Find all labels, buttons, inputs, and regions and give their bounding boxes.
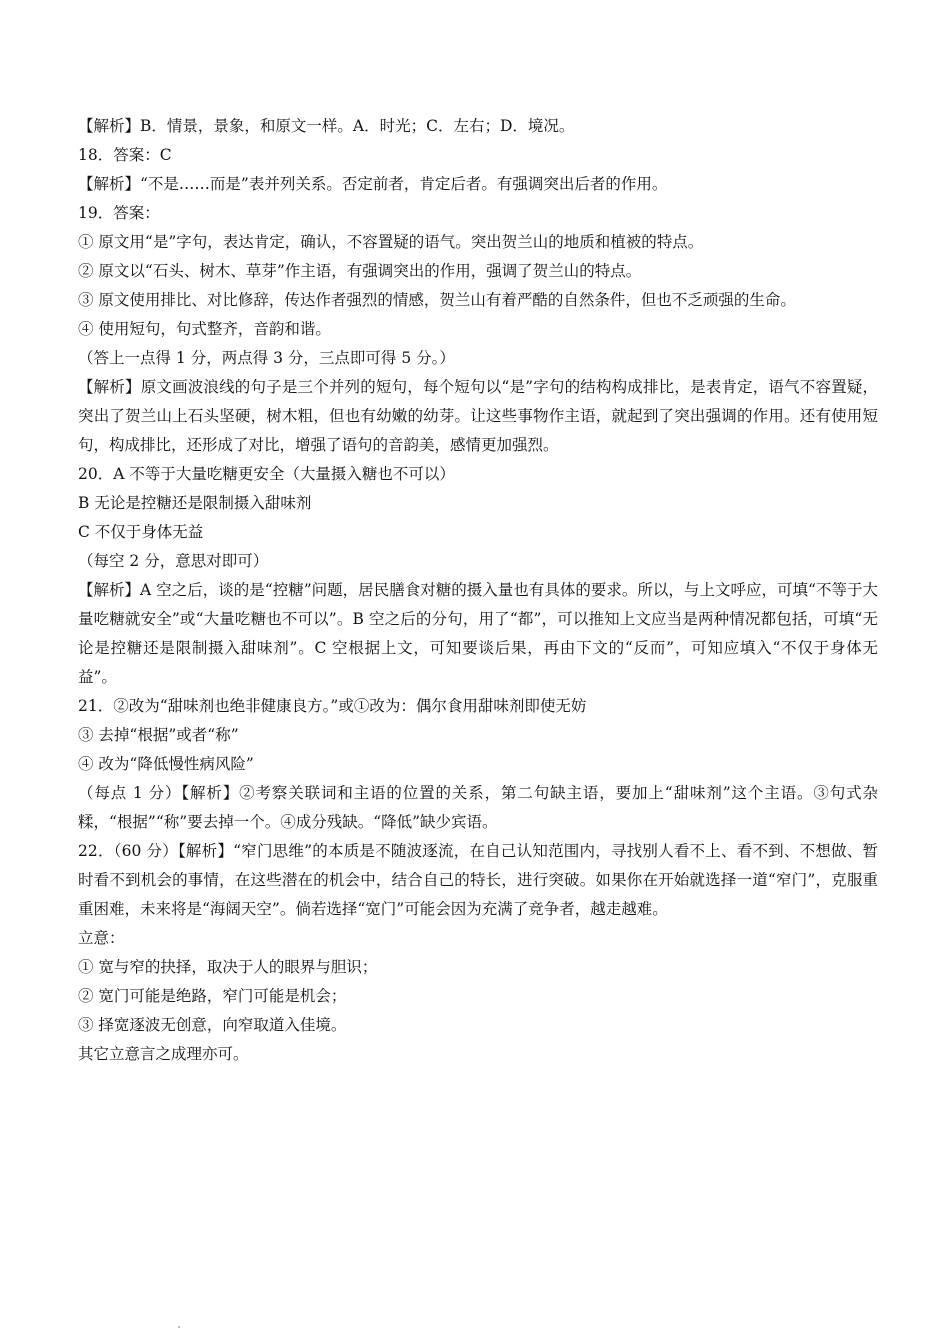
q21-answer: 21．②改为“甜味剂也绝非健康良方。”或①改为：偶尔食用甜味剂即使无妨 (78, 697, 587, 715)
q22-theme-3: ③ 择宽逐波无创意，向窄取道入佳境。 (78, 1016, 347, 1034)
answer-document (78, 112, 878, 1069)
q19-point-2: ② 原文以“石头、树木、草芽”作主语，有强调突出的作用，强调了贺兰山的特点。 (78, 262, 642, 280)
q22-theme-2: ② 宽门可能是绝路，窄门可能是机会； (78, 987, 347, 1005)
q19-analysis: 【解析】原文画波浪线的句子是三个并列的短句，每个短句以“是”字句的结构构成排比，是表肯定，语气不容置疑，突出了贺兰山上石头坚硬，树木粗，但也有幼嫩的幼芽。让这些事物作主语，就起到了突出强调的作用。还有使用短句，构成排比，还形成了对比，增强了语句的音韵美，感情更加强烈。 (78, 378, 878, 454)
q18-answer: 18．答案：C (78, 146, 172, 164)
q21-point-4: ④ 改为“降低慢性病风险” (78, 755, 254, 773)
q20-answer-b: B 无论是控糖还是限制摄入甜味剂 (78, 494, 312, 512)
q21-analysis: （每点 1 分）【解析】②考察关联词和主语的位置的关系，第二句缺主语，要加上“甜味剂”这个主语。③句式杂糅，“根据”“称”要去掉一个。④成分残缺。“降低”缺少宾语。 (78, 784, 878, 831)
q20-answer-a: 20．A 不等于大量吃糖更安全（大量摄入糖也不可以） (78, 465, 455, 483)
q19-point-4: ④ 使用短句，句式整齐，音韵和谐。 (78, 320, 331, 338)
q22-theme-heading: 立意： (78, 929, 125, 947)
text-line-1: 【解析】B．情景，景象，和原文一样。A．时光；C．左右；D．境况。 (78, 117, 575, 135)
q20-analysis: 【解析】A 空之后，谈的是“控糖”问题，居民膳食对糖的摄入量也有具体的要求。所以，与上文呼应，可填“不等于大量吃糖就安全”或“大量吃糖也不可以”。B 空之后的分句，用了“都”，可以推知上文应当是两种情况都包括，可填“无论是控糖还是限制摄入甜味剂”。C 空根据上文，可知要谈后果，再由下文的“反而”，可知应填入“不仅于身体无益”。 (78, 581, 878, 686)
q19-point-1: ① 原文用“是”字句，表达肯定，确认，不容置疑的语气。突出贺兰山的地质和植被的特点。 (78, 233, 704, 251)
q22-theme-other: 其它立意言之成理亦可。 (78, 1045, 249, 1063)
q18-analysis: 【解析】“不是……而是”表并列关系。否定前者，肯定后者。有强调突出后者的作用。 (78, 175, 668, 193)
q22-analysis: 22．（60 分）【解析】“窄门思维”的本质是不随波逐流，在自己认知范围内，寻找别人看不上、看不到、不想做、暂时看不到机会的事情，在这些潜在的机会中，结合自己的特长，进行突破。如果你在开始就选择一道“窄门”，克服重重困难，未来将是“海阔天空”。倘若选择“宽门”可能会因为充满了竞争者，越走越难。 (78, 842, 878, 918)
page-mark (178, 1326, 180, 1328)
q19-point-3: ③ 原文使用排比、对比修辞，传达作者强烈的情感，贺兰山有着严酷的自然条件，但也不乏顽强的生命。 (78, 291, 796, 309)
q19-answer: 19．答案： (78, 204, 160, 222)
q20-scoring: （每空 2 分，意思对即可） (78, 552, 269, 570)
q21-point-3: ③ 去掉“根据”或者“称” (78, 726, 239, 744)
q20-answer-c: C 不仅于身体无益 (78, 523, 204, 541)
q19-scoring: （答上一点得 1 分，两点得 3 分，三点即可得 5 分。） (78, 349, 455, 367)
q22-theme-1: ① 宽与窄的抉择，取决于人的眼界与胆识； (78, 958, 378, 976)
